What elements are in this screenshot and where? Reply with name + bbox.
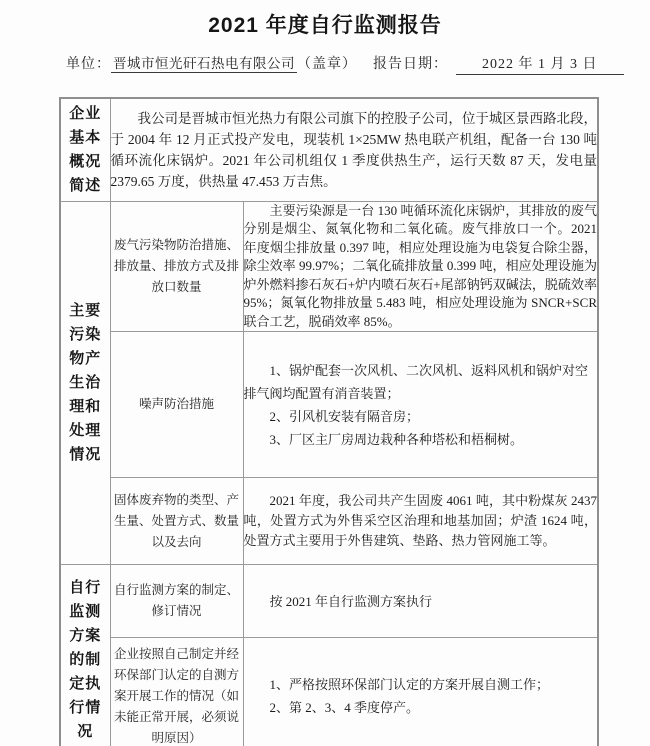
report-date-label: 报告日期： [373, 57, 448, 72]
content-paragraph: 按 2021 年自行监测方案执行 [269, 593, 433, 609]
content-cell-plan-execution [243, 638, 598, 746]
content-item-list [244, 673, 598, 719]
table-row [60, 478, 598, 565]
sub-label-cell-noise [110, 332, 243, 478]
table-row [60, 565, 598, 638]
page-title: 2021 年度自行监测报告 [208, 14, 442, 37]
sub-label: 企业按照自己制定并经环保部门认定的自测方案开展工作的情况（如未能正常开展，必须说明原因） [113, 646, 239, 745]
sub-label-cell-solid-waste [110, 478, 243, 565]
sub-label: 固体废弃物的类型、产生量、处置方式、数量以及去向 [113, 492, 239, 549]
content-item-list [244, 359, 598, 451]
sub-label: 废气污染物防治措施、排放量、排放方式及排放口数量 [113, 237, 239, 294]
content-cell-plan-revision [243, 565, 598, 638]
content-item: 3、厂区主厂房周边栽种各种塔松和梧桐树。 [269, 431, 524, 447]
report-date-value: 2022 年 1 月 3 日 [456, 53, 624, 75]
table-row [60, 638, 598, 746]
category-label: 主要污染物产生治理和处理情况 [69, 301, 102, 463]
content-item: 1、严格按照环保部门认定的方案开展自测工作； [269, 677, 550, 693]
content-paragraph: 我公司是晋城市恒光热力有限公司旗下的控股子公司，位于城区景西路北段，于 2004 年 12 月正式投产发电，现装机 1×25MW 热电联产机组，配备一台 130 吨循环流化床锅炉。2021 年公司机组仅 1 季度供热生产，运行天数 87 天，发电量 2379.65 万度，供热量 47.453 万吉焦。 [110, 110, 597, 189]
category-cell-pollutant-treatment [60, 201, 110, 565]
content-paragraph: 2021 年度，我公司共产生固废 4061 吨，其中粉煤灰 2437 吨，处置方式为外售采空区治理和地基加固；炉渣 1624 吨，处置方式主要用于外售建筑、垫路、热力管网施工等。 [243, 493, 597, 548]
sub-label-cell-plan-execution [110, 638, 243, 746]
content-item: 2、第 2、3、4 季度停产。 [269, 700, 420, 716]
seal-note: （盖章） [297, 57, 357, 72]
table-row [60, 201, 598, 332]
table-row [60, 332, 598, 478]
sub-label-cell-waste-gas [110, 201, 243, 332]
content-cell-solid-waste [243, 478, 598, 565]
content-paragraph: 主要污染源是一台 130 吨循环流化床锅炉，其排放的废气分别是烟尘、氮氧化物和二氧化硫。废气排放口一个。2021 年度烟尘排放量 0.397 吨，相应处理设施为电袋复合除尘器，除尘效率 99.97%；二氧化硫排放量 0.399 吨，相应处理设施为炉外燃料掺石灰石+炉内喷石灰石+尾部钠钙双碱法，脱硫效率 95%；氮氧化物排放量 5.483 吨，相应处理设施为 SNCR+SCR 联合工艺，脱硝效率 85%。 [243, 202, 597, 329]
sub-label: 噪声防治措施 [138, 397, 214, 411]
content-cell-company-overview [110, 98, 598, 201]
content-item: 1、锅炉配套一次风机、二次风机、返料风机和锅炉对空排气阀均配置有消音装置； [243, 362, 589, 401]
company-name: 晋城市恒光矸石热电有限公司 [113, 56, 295, 71]
content-cell-waste-gas [243, 201, 598, 332]
sub-label: 自行监测方案的制定、修订情况 [113, 583, 239, 618]
content-cell-noise [243, 332, 598, 478]
category-label: 自行监测方案的制定执行情况 [69, 578, 102, 740]
category-label: 企业基本概况简述 [69, 104, 102, 194]
monitoring-report-table [59, 97, 599, 746]
category-cell-self-monitoring-plan [60, 565, 110, 746]
category-cell-company-overview [60, 98, 110, 201]
unit-label: 单位： [66, 57, 111, 72]
table-row [60, 98, 598, 201]
content-item: 2、引风机安装有隔音房； [269, 408, 420, 424]
unit-and-date-line [66, 52, 650, 75]
sub-label-cell-plan-revision [110, 565, 243, 638]
